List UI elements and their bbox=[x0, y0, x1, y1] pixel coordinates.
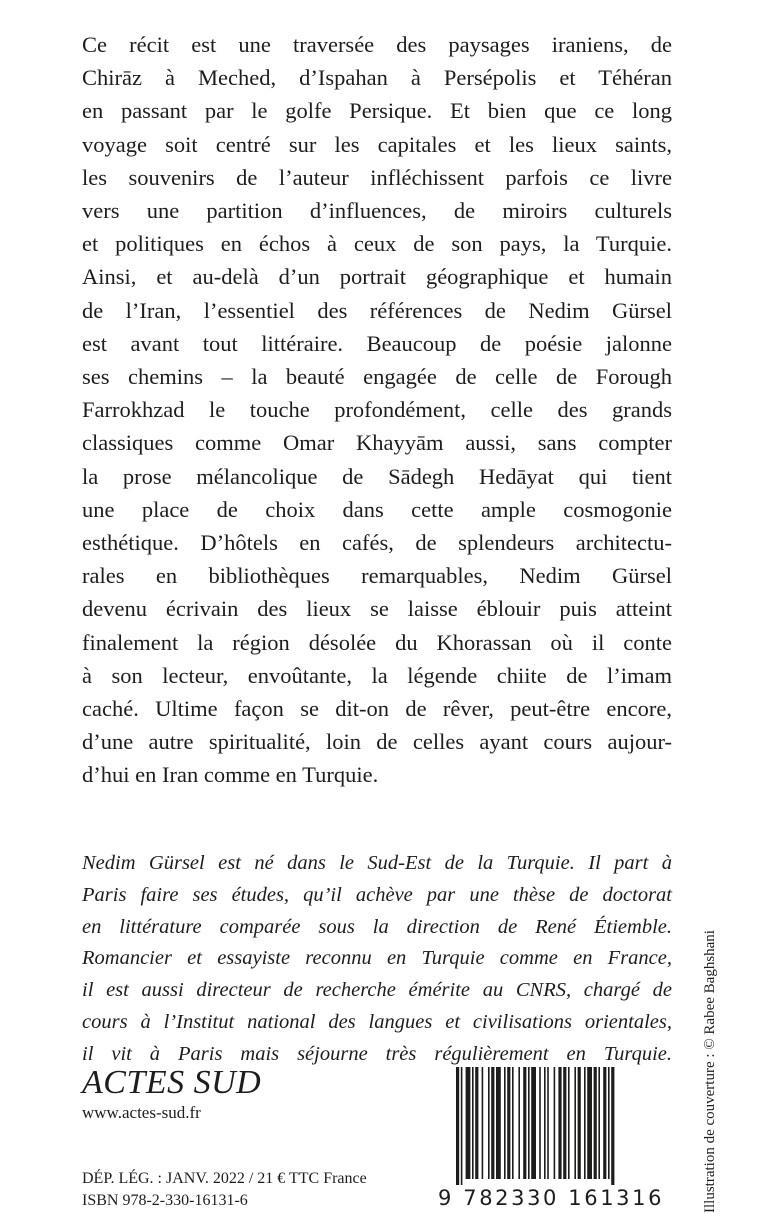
barcode-bar bbox=[488, 1067, 490, 1179]
synopsis-line: voyage soit centré sur les capitales et les lieux saints, bbox=[82, 131, 672, 157]
synopsis-line: Farrokhzad le touche profondément, celle des grands bbox=[82, 397, 672, 423]
barcode-bar bbox=[456, 1067, 459, 1185]
publisher-logo: ACTES SUD bbox=[82, 1064, 262, 1101]
synopsis-line: et politiques en échos à ceux de son pays, la Turquie. bbox=[82, 231, 672, 257]
barcode-bar bbox=[482, 1067, 484, 1179]
synopsis-line: Ainsi, et au-delà d’un portrait géographique et humain bbox=[82, 264, 672, 290]
barcode-bar bbox=[554, 1067, 556, 1179]
barcode-bars bbox=[438, 1067, 668, 1185]
synopsis-line: une place de choix dans cette ample cosmogonie bbox=[82, 496, 672, 522]
synopsis-line: est avant tout littéraire. Beaucoup de poésie jalonne bbox=[82, 330, 672, 356]
synopsis-line: d’une autre spiritualité, loin de celles ayant cours aujour- bbox=[82, 729, 672, 755]
barcode-bar bbox=[611, 1067, 614, 1185]
synopsis-line: de l’Iran, l’essentiel des références de Nedim Gürsel bbox=[82, 297, 672, 323]
barcode-bar bbox=[518, 1067, 520, 1179]
barcode-bar bbox=[563, 1067, 566, 1179]
synopsis-line: d’hui en Iran comme en Turquie. bbox=[82, 762, 379, 788]
bio-line: Paris faire ses études, qu’il achève par une thèse de doctorat bbox=[82, 883, 672, 906]
barcode-bar bbox=[539, 1067, 541, 1179]
isbn: ISBN 978-2-330-16131-6 bbox=[82, 1192, 248, 1209]
bio-line: Nedim Gürsel est né dans le Sud-Est de la Turquie. Il part à bbox=[82, 852, 672, 874]
synopsis-line: en passant par le golfe Persique. Et bien que ce long bbox=[82, 98, 672, 124]
barcode-bar bbox=[603, 1067, 606, 1179]
synopsis-line: à son lecteur, envoûtante, la légende chiite de l’imam bbox=[82, 662, 672, 688]
synopsis-paragraph bbox=[82, 28, 672, 792]
barcode-bar bbox=[475, 1067, 478, 1179]
synopsis-line: Chirāz à Meched, d’Ispahan à Persépolis et Téhéran bbox=[82, 65, 672, 91]
barcode-bar bbox=[504, 1067, 506, 1179]
synopsis-line: rales en bibliothèques remarquables, Nedim Gürsel bbox=[82, 563, 672, 589]
barcode-bar bbox=[531, 1067, 536, 1179]
barcode-bar bbox=[491, 1067, 494, 1179]
synopsis-line: devenu écrivain des lieux se laisse éblouir puis atteint bbox=[82, 596, 672, 622]
barcode-bar bbox=[594, 1067, 597, 1179]
barcode-bar bbox=[512, 1067, 514, 1179]
barcode bbox=[438, 1067, 668, 1213]
barcode-bar bbox=[584, 1067, 586, 1179]
cover-credit: Illustration de couverture : © Rabee Baghshani bbox=[702, 930, 718, 1213]
barcode-bar bbox=[587, 1067, 592, 1179]
barcode-bar bbox=[608, 1067, 610, 1179]
barcode-bar bbox=[496, 1067, 501, 1179]
legal-deposit: DÉP. LÉG. : JANV. 2022 / 21 € TTC France bbox=[82, 1170, 367, 1187]
barcode-bar bbox=[558, 1067, 561, 1179]
barcode-bar bbox=[461, 1067, 463, 1185]
barcode-bar bbox=[507, 1067, 510, 1179]
synopsis-line: vers une partition d’influences, de miroirs culturels bbox=[82, 198, 672, 224]
synopsis-line: classiques comme Omar Khayyām aussi, sans compter bbox=[82, 430, 672, 456]
barcode-bar bbox=[523, 1067, 526, 1179]
barcode-bar bbox=[547, 1067, 549, 1179]
synopsis-line: les souvenirs de l’auteur infléchissent parfois ce livre bbox=[82, 164, 672, 190]
author-bio bbox=[82, 848, 672, 1071]
barcode-digits: 9 782330 161316 bbox=[438, 1186, 665, 1210]
barcode-bar bbox=[528, 1067, 530, 1179]
barcode-bar bbox=[578, 1067, 581, 1179]
publisher-url: www.actes-sud.fr bbox=[82, 1103, 201, 1122]
bio-line: Romancier et essayiste reconnu en Turquie comme en France, bbox=[82, 947, 672, 970]
synopsis-line: finalement la région désolée du Khorassan où il conte bbox=[82, 629, 672, 655]
synopsis-line: caché. Ultime façon se dit-on de rêver, peut-être encore, bbox=[82, 696, 672, 722]
barcode-bar bbox=[574, 1067, 576, 1179]
barcode-bar bbox=[598, 1067, 600, 1179]
barcode-bar bbox=[472, 1067, 474, 1179]
bio-line: il est aussi directeur de recherche émérite au CNRS, chargé de bbox=[82, 979, 672, 1002]
barcode-bar bbox=[544, 1067, 546, 1179]
legal-info bbox=[82, 1168, 367, 1212]
synopsis-line: esthétique. D’hôtels en cafés, de splendeurs architectu- bbox=[82, 530, 672, 556]
bio-line: en littérature comparée sous la direction de René Étiemble. bbox=[82, 915, 672, 938]
synopsis-line: Ce récit est une traversée des paysages iraniens, de bbox=[82, 32, 672, 57]
barcode-bar bbox=[466, 1067, 471, 1179]
barcode-bar bbox=[568, 1067, 570, 1179]
synopsis-line: la prose mélancolique de Sādegh Hedāyat qui tient bbox=[82, 463, 672, 489]
bio-line: il vit à Paris mais séjourne très régulièrement en Turquie. bbox=[82, 1042, 672, 1065]
synopsis-line: ses chemins – la beauté engagée de celle de Forough bbox=[82, 364, 672, 390]
bio-line: cours à l’Institut national des langues et civilisations orientales, bbox=[82, 1010, 672, 1033]
